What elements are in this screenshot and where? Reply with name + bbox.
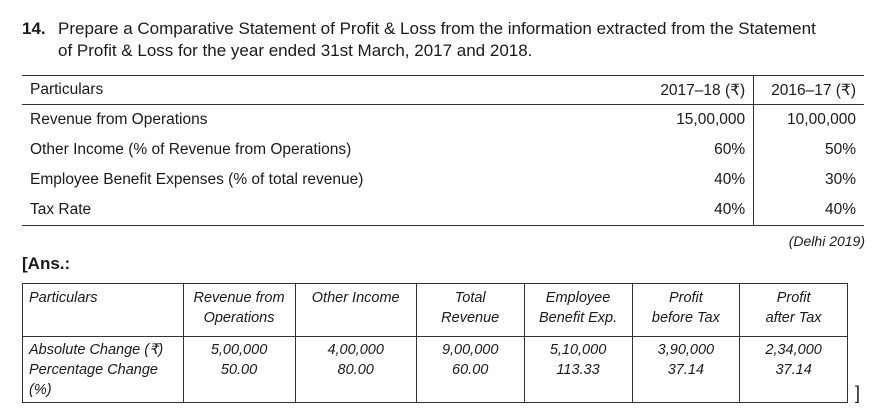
info-cell: 15,00,000 [643, 105, 753, 136]
info-header-2017-18: 2017–18 (₹) [643, 76, 753, 105]
answer-cell: 4,00,000 80.00 [295, 337, 416, 403]
table-row [22, 135, 864, 165]
info-cell: 10,00,000 [787, 111, 856, 128]
answer-cell: 9,00,000 60.00 [416, 337, 524, 403]
answer-cell: 5,00,000 50.00 [183, 337, 295, 403]
info-cell: 40% [643, 195, 753, 226]
info-cell: Revenue from Operations [30, 111, 208, 128]
info-cell: 40% [754, 195, 864, 226]
answer-cell: 3,90,000 37.14 [632, 337, 740, 403]
table-row [23, 337, 848, 403]
info-table [22, 75, 864, 226]
table-row [22, 195, 864, 226]
question-line-1 [22, 18, 882, 40]
answer-header-profit-after-tax: Profit after Tax [740, 284, 848, 337]
question-text-2: of Profit & Loss for the year ended 31st March, 2017 and 2018. [58, 41, 533, 60]
info-cell: 50% [824, 141, 856, 158]
info-cell: Other Income (% of Revenue from Operations) [30, 141, 352, 158]
answer-cell: 2,34,000 37.14 [740, 337, 848, 403]
info-cell: 60% [643, 135, 753, 165]
answer-cell: 5,10,000 113.33 [524, 337, 632, 403]
answer-label: [Ans.: [22, 254, 71, 273]
answer-table-header [23, 284, 848, 337]
question [22, 18, 882, 62]
info-header-2016-17: 2016–17 (₹) [754, 76, 864, 105]
answer-header-employee-benefit: Employee Benefit Exp. [524, 284, 632, 337]
question-text-1: Prepare a Comparative Statement of Profit & Loss from the information extracted from the Statement [58, 19, 816, 38]
answer-header-other-income: Other Income [295, 284, 416, 337]
table-row [22, 105, 864, 136]
answer-table [22, 283, 848, 403]
answer-header-profit-before-tax: Profit before Tax [632, 284, 740, 337]
question-number: 14. [22, 19, 46, 38]
info-cell: Tax Rate [22, 195, 643, 226]
info-cell: Employee Benefit Expenses (% of total revenue) [30, 171, 364, 188]
answer-cell-labels: Absolute Change (₹) Percentage Change (%) [23, 337, 184, 403]
table-row [22, 165, 864, 195]
info-cell: 30% [824, 171, 856, 188]
info-table-header [22, 76, 864, 105]
citation: (Delhi 2019) [788, 233, 865, 249]
answer-header-particulars: Particulars [23, 284, 184, 337]
info-cell: 40% [643, 165, 753, 195]
answer-header-total-revenue: Total Revenue [416, 284, 524, 337]
closing-bracket: ] [855, 383, 861, 403]
info-header-particulars: Particulars [22, 76, 643, 105]
answer-header-revenue: Revenue from Operations [183, 284, 295, 337]
